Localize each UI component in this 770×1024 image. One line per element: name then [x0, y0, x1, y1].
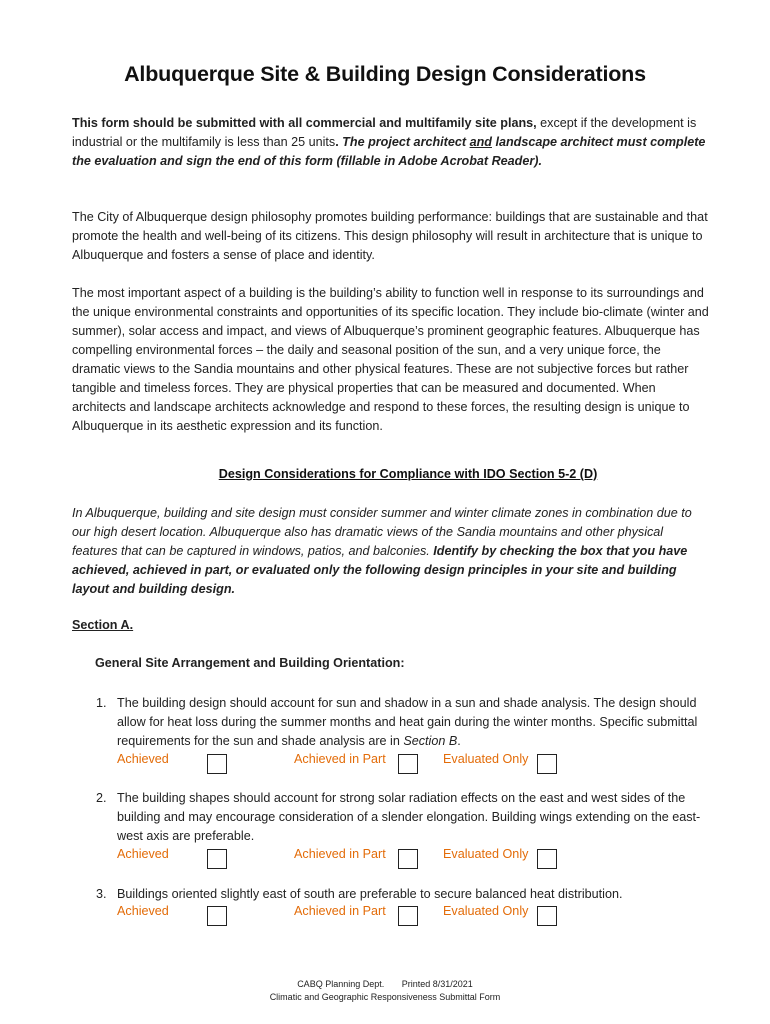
design-item-1	[96, 694, 706, 751]
intro-and-text: and	[469, 135, 492, 149]
achieved-label: Achieved	[117, 847, 169, 861]
item-3-evaluated-only-checkbox[interactable]	[537, 906, 557, 926]
compliance-italic-text: In Albuquerque, building and site design must consider summer and winter climate zones in combination due to our high desert location. Albuquerque also has dramatic views of the Sandia mountains and other physical features that can be captured in windows, patios, and balconies.	[72, 506, 692, 558]
aspect-paragraph: The most important aspect of a building is the building’s ability to function well in response to its surroundings and the unique environmental constraints and opportunities of its specific location. They include bio-climate (winter and summer), solar access and impact, and views of Albuquerque’s prominent geographic features. Albuquerque has compelling environmental forces – the daily and seasonal position of the sun, and a very unique force, the dramatic views to the Sandia mountains and other physical features. These are not subjective forces but rather tangible and timeless forces. They are physical properties that can be measured and documented. When architects and landscape architects acknowledge and respond to these forces, the resulting design is unique to Albuquerque in its aesthetic expression and its function.	[72, 286, 709, 433]
section-a-heading: Section A.	[72, 618, 134, 632]
philosophy-paragraph: The City of Albuquerque design philosophy promotes building performance: buildings that are sustainable and that promote the health and well-being of its citizens. This design philosophy will result in architecture that is unique to Albuquerque and fosters a sense of place and identity.	[72, 210, 708, 262]
intro-italic-text: The project architect	[338, 135, 470, 149]
design-item-2	[96, 789, 706, 846]
item-1-evaluated-only-checkbox[interactable]	[537, 754, 557, 774]
achieved-in-part-label: Achieved in Part	[294, 904, 386, 918]
intro-italic-text-2: landscape architect must complete the evaluation and sign the end of this form (fillable in Adobe Acrobat Reader).	[72, 135, 706, 168]
item-text-main: Buildings oriented slightly east of south are preferable to secure balanced heat distribution.	[117, 887, 623, 901]
evaluated-only-label: Evaluated Only	[443, 847, 529, 861]
item-2-achieved-checkbox[interactable]	[207, 849, 227, 869]
item-1-achieved-in-part-checkbox[interactable]	[398, 754, 418, 774]
item-text-main: The building shapes should account for strong solar radiation effects on the east and west sides of the building and may encourage consideration of a slender elongation. Building wings extending on the east-west axis are preferable.	[117, 791, 701, 843]
evaluated-only-label: Evaluated Only	[443, 752, 529, 766]
design-item-3	[96, 885, 706, 904]
evaluated-only-label: Evaluated Only	[443, 904, 529, 918]
achieved-in-part-label: Achieved in Part	[294, 847, 386, 861]
item-text	[117, 789, 706, 846]
achieved-in-part-label: Achieved in Part	[294, 752, 386, 766]
item-3-achieved-in-part-checkbox[interactable]	[398, 906, 418, 926]
item-number: 3.	[96, 887, 107, 901]
compliance-instruction-text: Identify by checking the box that you have achieved, achieved in part, or evaluated only the following design principles in your site and building layout and building design.	[72, 544, 688, 596]
item-2-achieved-in-part-checkbox[interactable]	[398, 849, 418, 869]
compliance-paragraph	[72, 504, 712, 599]
intro-paragraph	[72, 114, 712, 171]
compliance-heading: Design Considerations for Compliance with IDO Section 5-2 (D)	[218, 467, 598, 481]
item-text-main: The building design should account for sun and shadow in a sun and shade analysis. The design should allow for heat loss during the summer months and heat gain during the winter months. Specific submittal requirements for the sun and shade analysis are in	[117, 696, 698, 748]
intro-normal-text: except if the development is industrial or the multifamily is less than 25 units	[72, 116, 697, 149]
item-number: 2.	[96, 791, 107, 805]
intro-period: .	[335, 135, 339, 149]
item-text	[117, 694, 706, 751]
item-number: 1.	[96, 696, 107, 710]
item-3-achieved-checkbox[interactable]	[207, 906, 227, 926]
achieved-label: Achieved	[117, 752, 169, 766]
item-text	[117, 885, 706, 904]
item-1-achieved-checkbox[interactable]	[207, 754, 227, 774]
achieved-label: Achieved	[117, 904, 169, 918]
footer-line-1: CABQ Planning Dept. Printed 8/31/2021	[297, 979, 473, 989]
item-text-italic: Section B	[403, 734, 458, 748]
item-2-evaluated-only-checkbox[interactable]	[537, 849, 557, 869]
intro-bold-text: This form should be submitted with all commercial and multifamily site plans,	[72, 116, 537, 130]
page-title: Albuquerque Site & Building Design Considerations	[124, 62, 646, 86]
footer-line-2: Climatic and Geographic Responsiveness Submittal Form	[269, 992, 501, 1002]
site-arrangement-subheading: General Site Arrangement and Building Orientation:	[95, 656, 405, 670]
item-text-end: .	[457, 734, 461, 748]
